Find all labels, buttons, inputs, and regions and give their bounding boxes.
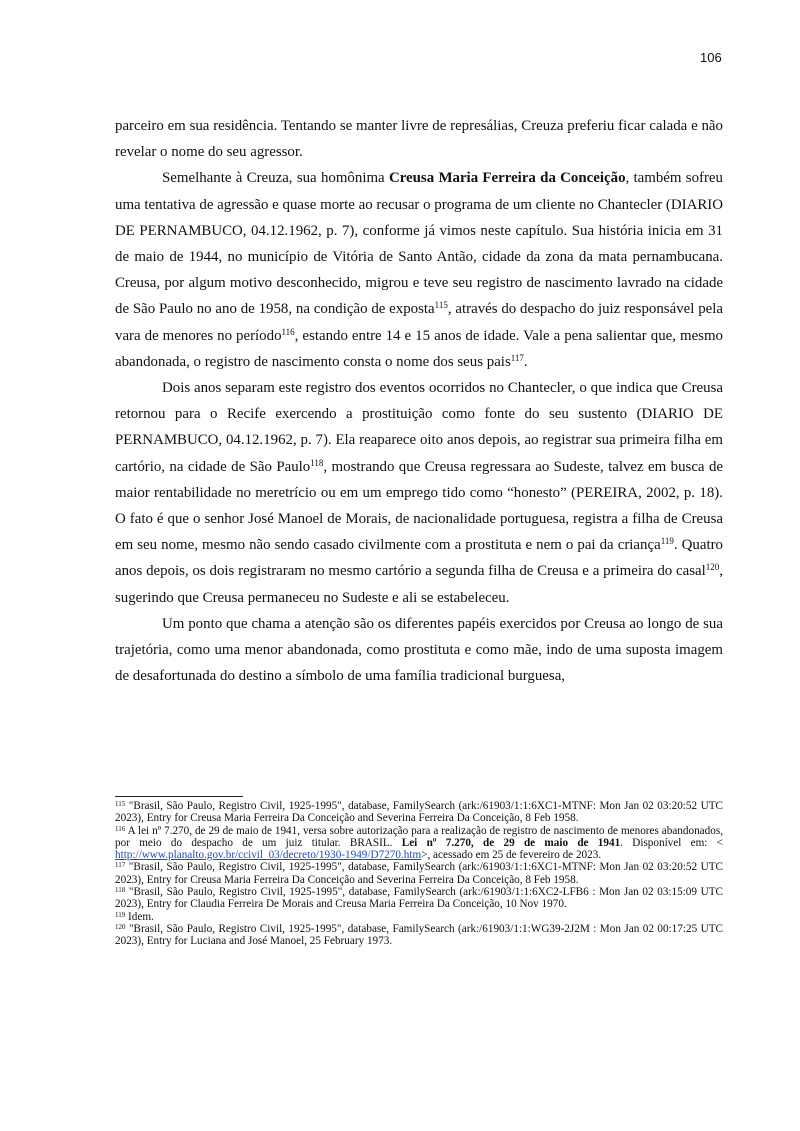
text-run: , também sofreu uma tentativa de agressão e quase morte ao recusar o programa de um cliente no Chantecler (DIARIO DE PERNAMBUCO, 04.12.1962, p. 7), conforme já vimos neste capítulo. Sua história inicia em 31 de maio de 1944, no município de Vitória de Santo Antão, cidade da zona da mata pernambucana. Creusa, por algum motivo desconhecido, migrou e teve seu registro de nascimento lavrado na cidade de São Paulo no ano de 1958, na condição de exposta (115, 170, 723, 318)
footnote-text: Idem. (125, 910, 154, 923)
footnote-119 (115, 911, 723, 923)
page-number: 106 (700, 50, 722, 65)
footnote-ref-116[interactable]: 116 (281, 326, 295, 337)
footnote-117 (115, 861, 723, 886)
footnote-ref-118[interactable]: 118 (310, 457, 324, 468)
text-run: . (523, 353, 528, 370)
footnote-ref-120[interactable]: 120 (705, 562, 720, 573)
footnote-text: >, acessado em 25 de fevereiro de 2023. (421, 849, 602, 862)
text-run: Semelhante à Creuza, sua homônima (162, 170, 389, 187)
body-text (115, 113, 723, 689)
footnote-text: A lei nº 7.270, de 29 de maio de 1941, versa sobre autorização para a realização de registro de nascimento de menores abandonados, por meio do despacho de um juiz titular. BRASIL. (115, 824, 723, 849)
bold-name: Creusa Maria Ferreira da Conceição (388, 170, 626, 187)
footnote-text: "Brasil, São Paulo, Registro Civil, 1925-1995", database, FamilySearch (ark:/61903/1:1:6XC1-MTNF: Mon Jan 02 03:20:52 UTC 2023), Entry for Creusa Maria Ferreira Da Conceição and Severina Ferreira Da Conceição, 8 Feb 1958. (115, 800, 723, 825)
footnote-text: "Brasil, São Paulo, Registro Civil, 1925-1995", database, FamilySearch (ark:/61903/1:1:6XC1-MTNF: Mon Jan 02 03:20:52 UTC 2023), Entry for Creusa Maria Ferreira Da Conceição and Severina Ferreira Da Conceição, 8 Feb 1958. (115, 861, 723, 886)
footnote-text: "Brasil, São Paulo, Registro Civil, 1925-1995", database, FamilySearch (ark:/61903/1:1:WG39-2J2M : Mon Jan 02 00:17:25 UTC 2023), Entry for Luciana and José Manoel, 25 February 1973. (115, 922, 723, 948)
footnote-number: 115 (115, 800, 126, 808)
text-run: , mostrando que Creusa regressara ao Sudeste, talvez em busca de maior rentabilidade no meretrício ou em um emprego tido como “honesto” (PEREIRA, 2002, p. 18). O fato é que o senhor José Manoel de Morais, de nacionalidade portuguesa, registra a filha de Creusa em seu nome, mesmo não sendo casado civilmente com a prostituta e nem o pai da criança (115, 458, 723, 554)
footnote-115 (115, 800, 723, 825)
footnote-ref-115[interactable]: 115 (434, 300, 448, 311)
footnote-separator (115, 796, 243, 797)
footnotes (115, 800, 723, 948)
text-run: parceiro em sua residência. Tentando se manter livre de represálias, Creuza preferiu ficar calada e não revelar o nome do seu agressor. (115, 118, 723, 161)
footnote-116 (115, 825, 723, 862)
law-title: Lei nº 7.270, de 29 de maio de 1941 (401, 836, 621, 849)
footnote-number: 119 (115, 910, 126, 919)
footnote-text: . Disponível em: < (620, 836, 723, 849)
law-link[interactable]: http://www.planalto.gov.br/ccivil_03/decreto/1930-1949/D7270.htm (115, 849, 422, 862)
paragraph-2 (115, 165, 723, 375)
paragraph-3 (115, 375, 723, 611)
paragraph-4 (115, 611, 723, 690)
footnote-text: "Brasil, São Paulo, Registro Civil, 1925-1995", database, FamilySearch (ark:/61903/1:1:6XC2-LFB6 : Mon Jan 02 03:15:09 UTC 2023), Entry for Claudia Ferreira De Morais and Creusa Maria Ferreira Da Conceição, 10 Nov 1970. (115, 886, 723, 911)
text-run: Dois anos separam este registro dos eventos ocorridos no Chantecler, o que indica que Creusa retornou para o Recife exercendo a prostituição como fonte do seu sustento (DIARIO DE PERNAMBUCO, 04.12.1962, p. 7). Ela reaparece oito anos depois, ao registrar sua primeira filha em cartório, na cidade de São Paulo (115, 380, 723, 475)
footnote-number: 118 (115, 886, 126, 895)
paragraph-1 (115, 113, 723, 165)
text-run: , estando entre 14 e 15 anos de idade. Vale a pena salientar que, mesmo abandonada, o registro de nascimento consta o nome dos seus pais (115, 327, 723, 370)
footnote-number: 116 (115, 824, 126, 833)
footnote-120 (115, 923, 723, 948)
text-run: . Quatro anos depois, os dois registraram no mesmo cartório a segunda filha de Creusa e a primeira do casal (115, 537, 723, 580)
footnote-118 (115, 886, 723, 911)
footnote-number: 117 (115, 861, 126, 870)
footnote-ref-117[interactable]: 117 (510, 352, 524, 363)
footnote-ref-119[interactable]: 119 (660, 536, 674, 547)
footnote-number: 120 (115, 922, 126, 931)
text-run: , através do despacho do juiz responsável pela vara de menores no período (115, 301, 723, 344)
text-run: Um ponto que chama a atenção são os diferentes papéis exercidos por Creusa ao longo de sua trajetória, como uma menor abandonada, como prostituta e como mãe, indo de uma suposta imagem de desafortunada do destino a símbolo de uma família tradicional burguesa, (115, 615, 723, 685)
text-run: , sugerindo que Creusa permaneceu no Sudeste e ali se estabeleceu. (115, 563, 723, 606)
